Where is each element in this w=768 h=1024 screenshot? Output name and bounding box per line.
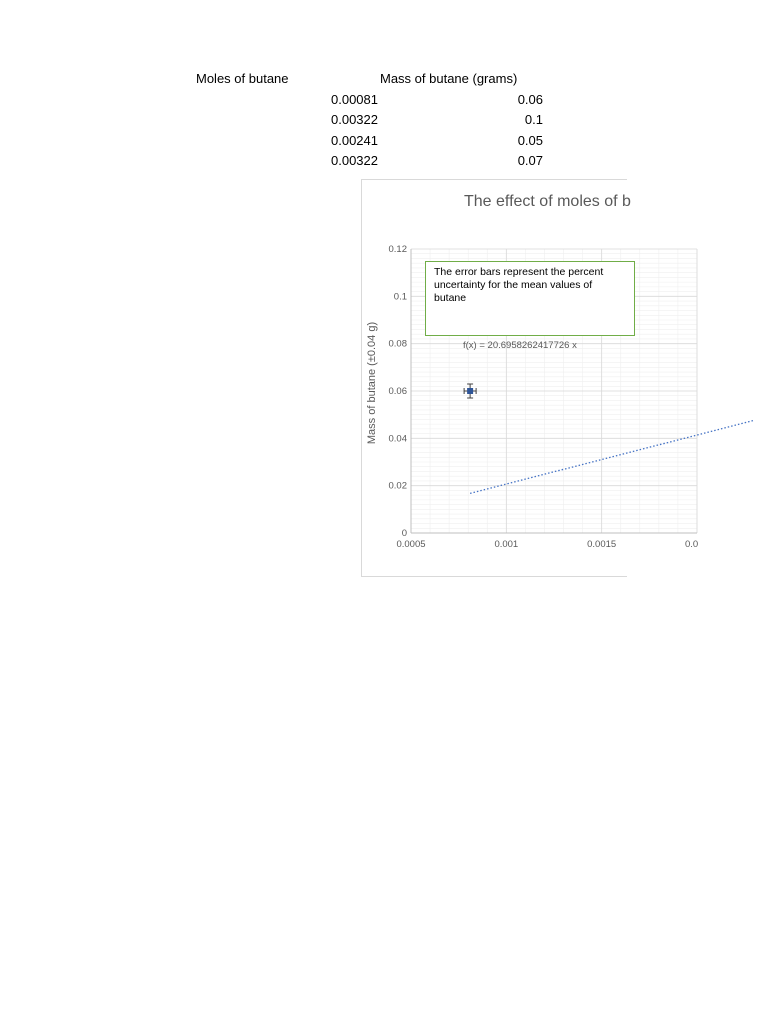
y-axis-label: Mass of butane (±0.04 g) bbox=[366, 321, 378, 445]
y-tick-label: 0 bbox=[401, 528, 407, 539]
y-tick-label: 0.1 bbox=[393, 291, 407, 303]
table-cell-mass: 0.06 bbox=[517, 92, 543, 107]
table-cell-mass: 0.05 bbox=[517, 133, 543, 148]
column-header-moles: Moles of butane bbox=[196, 71, 289, 86]
table-cell-moles: 0.00322 bbox=[331, 153, 378, 168]
y-tick-label: 0.04 bbox=[388, 433, 407, 445]
x-tick-label: 0.001 bbox=[494, 539, 519, 550]
x-tick-label: 0.0015 bbox=[587, 539, 617, 550]
y-tick-labels bbox=[389, 244, 408, 539]
data-point bbox=[467, 388, 473, 394]
table-cell-moles: 0.00081 bbox=[331, 92, 378, 107]
table-cell-moles: 0.00241 bbox=[331, 133, 378, 148]
table-cell-mass: 0.07 bbox=[517, 153, 543, 168]
x-tick-label: 0.0005 bbox=[396, 539, 426, 550]
trendline bbox=[470, 420, 754, 493]
y-tick-label: 0.08 bbox=[388, 338, 407, 350]
trendline-equation: f(x) = 20.6958262417726 x bbox=[463, 340, 577, 351]
chart-title: The effect of moles of b bbox=[464, 193, 631, 210]
x-tick-labels bbox=[396, 539, 698, 550]
x-tick-label: 0.0 bbox=[685, 539, 699, 550]
y-tick-label: 0.12 bbox=[388, 244, 407, 255]
y-tick-label: 0.02 bbox=[388, 480, 407, 492]
chart-plot bbox=[362, 180, 699, 576]
annotation-textbox[interactable]: The error bars represent the percent uncertainty for the mean values of butane bbox=[425, 261, 635, 336]
table-cell-mass: 0.1 bbox=[524, 112, 543, 127]
table-cell-moles: 0.00322 bbox=[331, 112, 378, 127]
chart-area[interactable] bbox=[361, 179, 699, 577]
y-tick-label: 0.06 bbox=[388, 386, 407, 397]
column-header-mass: Mass of butane (grams) bbox=[380, 71, 518, 86]
